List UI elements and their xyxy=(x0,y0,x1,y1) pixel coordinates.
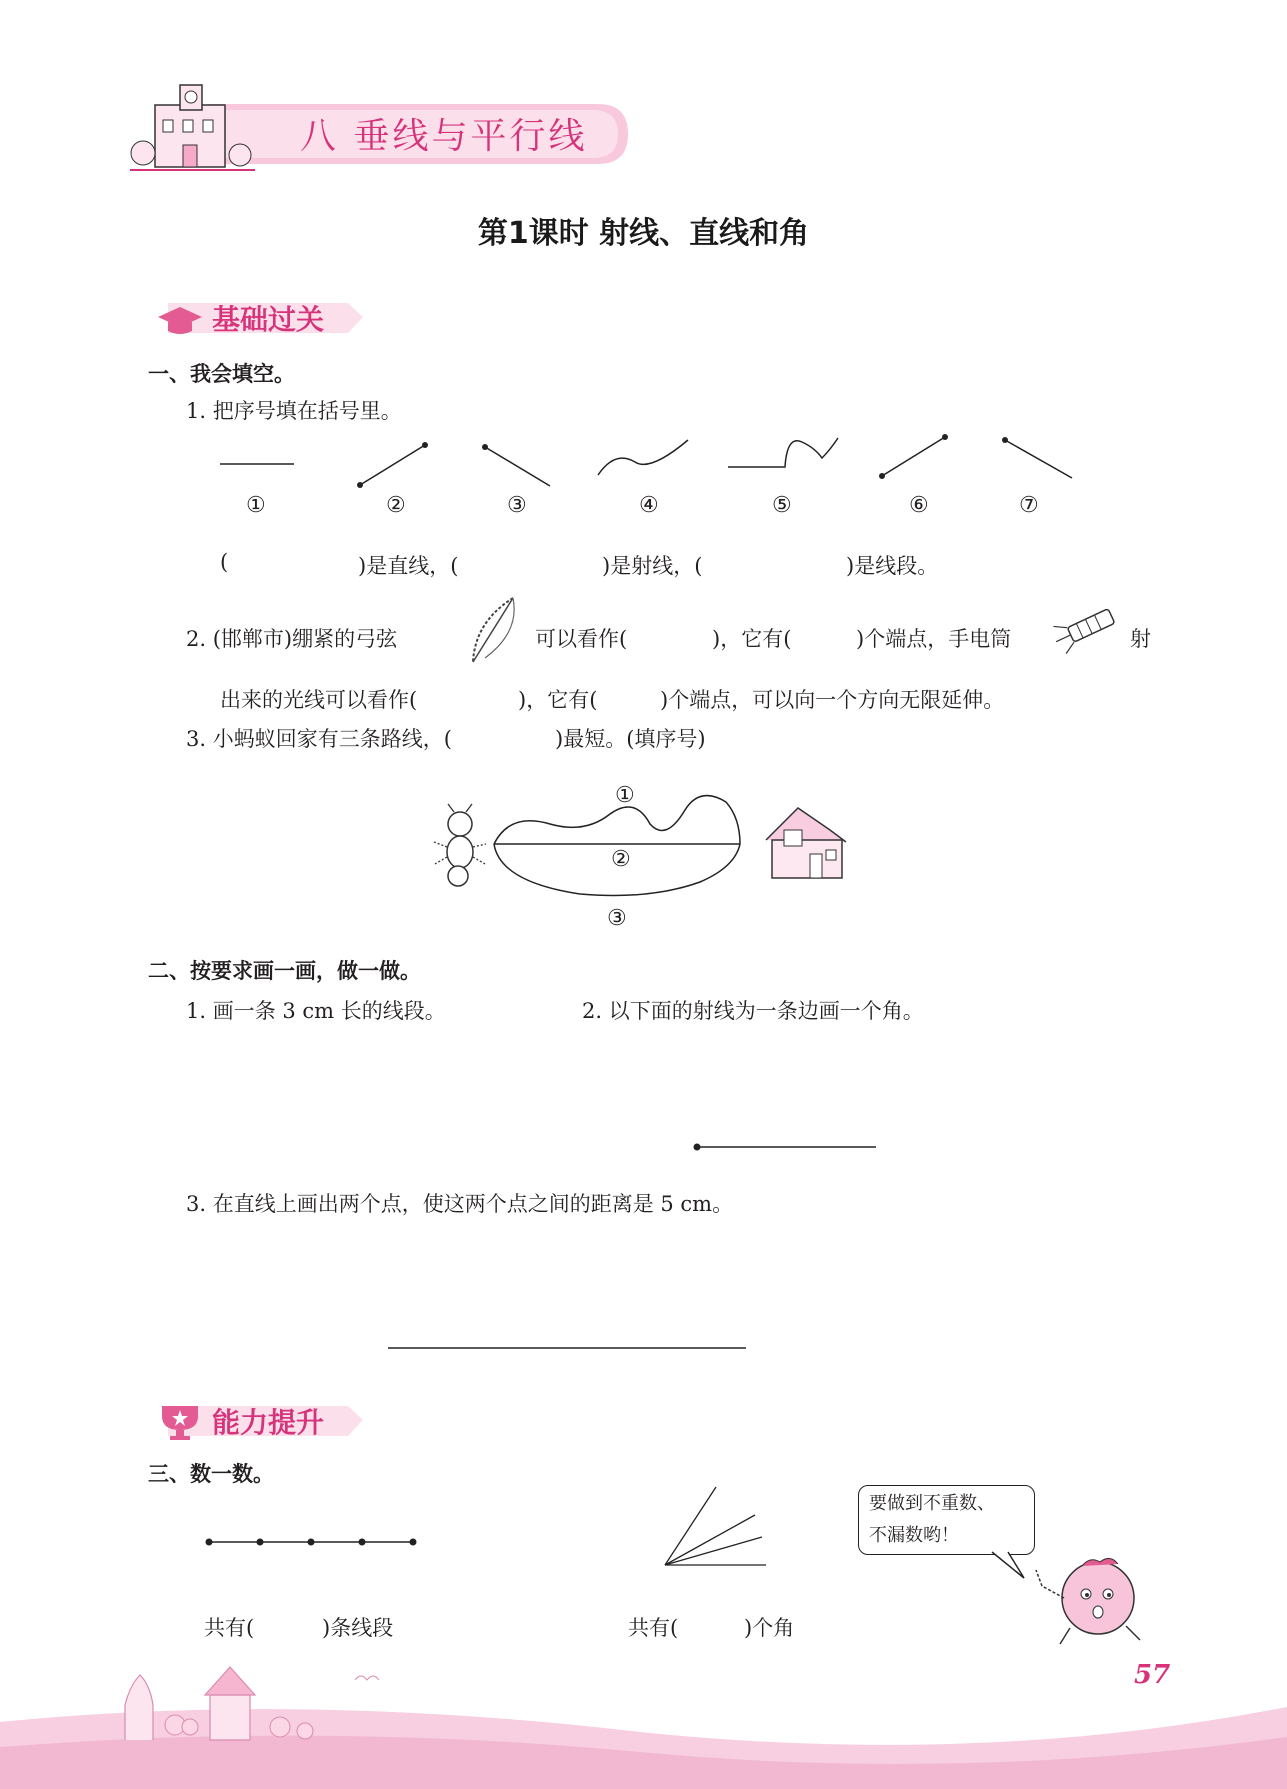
bubble-line-2: 不漏数哟！ xyxy=(869,1525,959,1546)
given-straight-line xyxy=(388,1344,746,1352)
q1-answer-open: ( xyxy=(220,550,229,574)
section-label-ability: 能力提升 xyxy=(212,1406,325,1439)
figure-label: ⑤ xyxy=(772,493,792,518)
figure-label: ④ xyxy=(639,493,659,518)
segments-figure xyxy=(200,1532,420,1552)
q2-text-b: 可以看作( xyxy=(535,627,628,651)
lesson-title: 第1课时 射线、直线和角 xyxy=(477,216,810,251)
page-number: 57 xyxy=(1134,1660,1171,1690)
section-label-basic: 基础过关 xyxy=(212,303,325,336)
q2-text-a: 2. (邯郸市)绷紧的弓弦 xyxy=(186,627,398,651)
part2-q1: 1. 画一条 3 cm 长的线段。 xyxy=(186,999,446,1023)
given-ray xyxy=(690,1140,880,1154)
flashlight-icon xyxy=(1050,605,1122,655)
chapter-title: 八 垂线与平行线 xyxy=(300,116,588,157)
route-label: ③ xyxy=(607,906,627,931)
speech-bubble xyxy=(858,1485,1035,1555)
ant-icon xyxy=(430,802,488,892)
q2-text-d: )个端点，手电筒 xyxy=(856,627,1012,651)
figure-label: ② xyxy=(386,493,406,518)
school-building-icon xyxy=(125,75,260,180)
count-angles-b: )个角 xyxy=(744,1616,795,1640)
figure-label: ⑦ xyxy=(1019,493,1039,518)
mascot-icon xyxy=(1030,1548,1160,1650)
part2-q3: 3. 在直线上画出两个点，使这两个点之间的距离是 5 cm。 xyxy=(186,1192,734,1216)
footer-town-illustration xyxy=(95,1655,425,1750)
part3-heading: 三、数一数。 xyxy=(148,1462,274,1486)
count-segments-b: )条线段 xyxy=(322,1616,394,1640)
q3-text-b: )最短。(填序号) xyxy=(555,727,706,751)
bow-icon xyxy=(465,592,525,667)
part2-heading: 二、按要求画一画，做一做。 xyxy=(148,959,421,983)
count-angles-a: 共有( xyxy=(628,1616,679,1640)
bubble-line-1: 要做到不重数、 xyxy=(869,1493,995,1514)
figure-label: ③ xyxy=(507,493,527,518)
q2-text-f: 出来的光线可以看作( xyxy=(220,688,418,712)
count-segments-a: 共有( xyxy=(204,1616,255,1640)
house-icon xyxy=(758,800,853,882)
q2-text-g: )，它有( xyxy=(518,688,598,712)
q1-answer-segment: )是线段。 xyxy=(846,554,939,578)
part2-q2: 2. 以下面的射线为一条边画一个角。 xyxy=(582,999,924,1023)
figure-label: ① xyxy=(246,493,266,518)
q1-answer-ray: )是射线，( xyxy=(602,554,703,578)
bubble-tail xyxy=(990,1550,1030,1582)
q2-text-e: 射 xyxy=(1130,627,1151,651)
q3-text-a: 3. 小蚂蚁回家有三条路线，( xyxy=(186,727,452,751)
route-label: ① xyxy=(615,783,635,808)
figure-label: ⑥ xyxy=(909,493,929,518)
q2-text-h: )个端点，可以向一个方向无限延伸。 xyxy=(660,688,1005,712)
part1-heading: 一、我会填空。 xyxy=(148,362,295,386)
route-label: ② xyxy=(611,847,631,872)
angles-figure xyxy=(660,1485,770,1570)
q1-text: 1. 把序号填在括号里。 xyxy=(186,399,402,423)
q1-answer-straight-line: )是直线，( xyxy=(358,554,459,578)
q2-text-c: )，它有( xyxy=(712,627,792,651)
